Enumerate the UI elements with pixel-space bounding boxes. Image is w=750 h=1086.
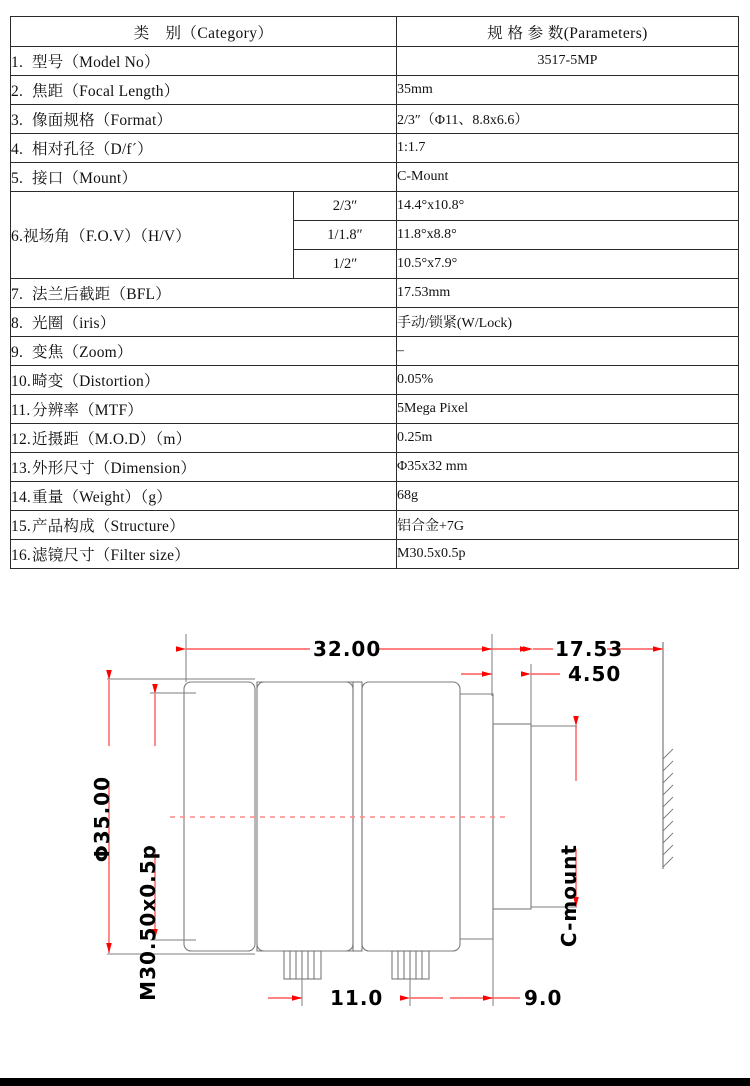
- table-row: [11, 308, 739, 337]
- row-number: 15.: [11, 518, 31, 535]
- row-category-label: 光圈（iris）: [32, 315, 116, 332]
- row-category: [11, 105, 397, 134]
- row-number: 2.: [11, 83, 24, 100]
- dimension-label-outer-diameter: Φ35.00: [90, 776, 114, 863]
- row-value: 铝合金+7G: [397, 511, 739, 540]
- table-row: [11, 163, 739, 192]
- row-number: 4.: [11, 141, 24, 158]
- specification-table: [10, 16, 739, 569]
- row-value: M30.5x0.5p: [397, 540, 739, 569]
- row-category-label: 变焦（Zoom）: [32, 344, 133, 361]
- dimension-label-filter-thread: M30.50x0.5p: [136, 844, 160, 1001]
- dimension-overall-length: [186, 637, 492, 661]
- row-value: 17.53mm: [397, 279, 739, 308]
- fov-value: 10.5°x7.9°: [397, 250, 739, 279]
- table-row: [11, 540, 739, 569]
- row-category: [11, 279, 397, 308]
- header-parameters: 规 格 参 数(Parameters): [397, 17, 739, 47]
- dimension-label-focus-ring-offset: 11.0: [330, 986, 384, 1010]
- dimension-label-c-mount: C-mount: [557, 844, 581, 948]
- table-row: [11, 366, 739, 395]
- dimension-label-iris-ring-offset: 9.0: [524, 986, 563, 1010]
- row-category-label: 视场角（F.O.V）（H/V）: [23, 228, 191, 245]
- dimension-focus-ring-offset: [268, 986, 383, 1010]
- specification-table-container: [10, 16, 738, 569]
- table-row-fov: [11, 192, 739, 221]
- row-category-label: 外形尺寸（Dimension）: [32, 460, 197, 477]
- dimension-label-bfl: 17.53: [555, 637, 624, 661]
- row-number: 11.: [11, 402, 31, 419]
- dimension-bfl: [492, 637, 663, 661]
- row-value: 0.25m: [397, 424, 739, 453]
- row-number: 6.: [11, 228, 24, 245]
- row-category: [11, 366, 397, 395]
- row-number: 14.: [11, 489, 31, 506]
- row-category: [11, 540, 397, 569]
- row-value: Φ35x32 mm: [397, 453, 739, 482]
- extension-lines: [186, 634, 531, 1006]
- row-category-label: 畸变（Distortion）: [32, 373, 160, 390]
- row-category-label: 像面规格（Format）: [32, 112, 173, 129]
- row-number: 3.: [11, 112, 24, 129]
- dimension-mount-thread-length: [461, 662, 621, 686]
- header-category: 类 别（Category）: [11, 17, 397, 47]
- row-value: 3517-5MP: [397, 47, 739, 76]
- row-category: [11, 511, 397, 540]
- row-number: 8.: [11, 315, 24, 332]
- dimension-iris-ring-offset: [410, 986, 562, 1010]
- row-category-label: 分辨率（MTF）: [32, 402, 143, 419]
- row-number: 9.: [11, 344, 24, 361]
- row-category-label: 相对孔径（D/f´）: [32, 141, 153, 158]
- row-category-label: 接口（Mount）: [32, 170, 138, 187]
- row-category-label: 近摄距（M.O.D）（m）: [32, 431, 192, 448]
- table-row: [11, 47, 739, 76]
- fov-value: 14.4°x10.8°: [397, 192, 739, 221]
- table-row: [11, 134, 739, 163]
- footer-bar: [0, 1078, 750, 1086]
- lens-technical-drawing: [0, 596, 750, 1036]
- row-category-label: 滤镜尺寸（Filter size）: [32, 547, 190, 564]
- row-number: 10.: [11, 373, 31, 390]
- table-row: [11, 279, 739, 308]
- fov-format: 2/3″: [294, 192, 397, 221]
- dimension-label-overall-length: 32.00: [313, 637, 382, 661]
- row-value: 68g: [397, 482, 739, 511]
- row-value: C-Mount: [397, 163, 739, 192]
- row-number: 13.: [11, 460, 31, 477]
- dimension-outer-diameter: [90, 680, 114, 953]
- row-value: 1:1.7: [397, 134, 739, 163]
- table-header-row: [11, 17, 739, 47]
- row-category: [11, 308, 397, 337]
- table-row: [11, 453, 739, 482]
- dimension-c-mount: [531, 726, 581, 947]
- row-number: 7.: [11, 286, 24, 303]
- row-category: [11, 76, 397, 105]
- row-value: 5Mega Pixel: [397, 395, 739, 424]
- row-category: [11, 453, 397, 482]
- row-category: [11, 134, 397, 163]
- table-row: [11, 105, 739, 134]
- fov-format: 1/2″: [294, 250, 397, 279]
- row-value: 0.05%: [397, 366, 739, 395]
- row-number: 16.: [11, 547, 31, 564]
- table-row: [11, 76, 739, 105]
- row-category-label: 产品构成（Structure）: [32, 518, 185, 535]
- row-value: –: [397, 337, 739, 366]
- row-value: 35mm: [397, 76, 739, 105]
- row-category: [11, 47, 397, 76]
- dimension-filter-thread: [136, 694, 160, 1001]
- row-number: 1.: [11, 54, 24, 71]
- row-category-label: 重量（Weight）（g）: [32, 489, 172, 506]
- row-category: [11, 163, 397, 192]
- row-number: 5.: [11, 170, 24, 187]
- table-row: [11, 482, 739, 511]
- fov-value: 11.8°x8.8°: [397, 221, 739, 250]
- table-row: [11, 337, 739, 366]
- table-row: [11, 511, 739, 540]
- row-category: [11, 192, 294, 279]
- dimension-label-mount-thread-length: 4.50: [568, 662, 622, 686]
- row-category: [11, 482, 397, 511]
- image-plane-wall: [663, 642, 673, 869]
- row-value: 手动/锁紧(W/Lock): [397, 308, 739, 337]
- row-category: [11, 424, 397, 453]
- table-row: [11, 424, 739, 453]
- row-category: [11, 337, 397, 366]
- row-category-label: 法兰后截距（BFL）: [32, 286, 171, 303]
- row-category-label: 焦距（Focal Length）: [32, 83, 180, 100]
- row-category: [11, 395, 397, 424]
- row-value: 2/3″（Φ11、8.8x6.6）: [397, 105, 739, 134]
- fov-format: 1/1.8″: [294, 221, 397, 250]
- table-row: [11, 395, 739, 424]
- row-category-label: 型号（Model No）: [32, 54, 160, 71]
- row-number: 12.: [11, 431, 31, 448]
